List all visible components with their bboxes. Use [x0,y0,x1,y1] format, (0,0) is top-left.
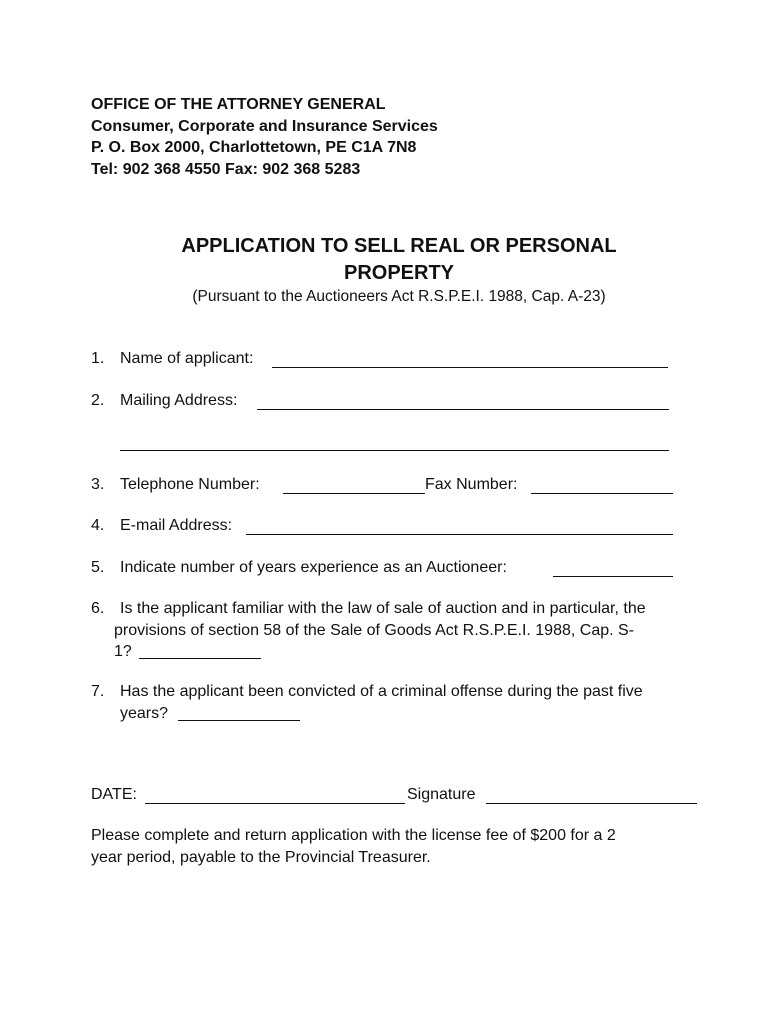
item-number: 4. [91,517,105,534]
mailing-address-label: Mailing Address: [120,392,238,409]
question-line: Is the applicant familiar with the law of sale of auction and in particular, the [120,600,646,617]
telephone-field[interactable] [283,493,425,494]
return-instructions [91,825,711,868]
sale-of-goods-answer-field[interactable] [139,658,261,659]
office-phone-fax: Tel: 902 368 4550 Fax: 902 368 5283 [91,160,361,178]
date-label: DATE: [91,786,137,803]
applicant-name-label: Name of applicant: [120,350,254,367]
question-line: Has the applicant been convicted of a criminal offense during the past five [120,683,643,700]
date-field[interactable] [145,803,405,804]
instructions-line: Please complete and return application with the license fee of $200 for a 2 [91,827,616,844]
item-number: 6. [91,600,105,617]
form-subtitle: (Pursuant to the Auctioneers Act R.S.P.E.I. 1988, Cap. A-23) [192,288,606,305]
signature-field[interactable] [486,803,697,804]
item-number: 5. [91,559,105,576]
form-title-line2: PROPERTY [343,262,455,284]
office-division: Consumer, Corporate and Insurance Services [91,117,438,135]
email-field[interactable] [246,534,673,535]
telephone-label: Telephone Number: [120,476,260,493]
office-header [91,94,438,180]
mailing-address-field-line1[interactable] [257,409,669,410]
question-line: 1? [114,643,132,660]
instructions-line: year period, payable to the Provincial Treasurer. [91,848,431,866]
criminal-offense-answer-field[interactable] [178,720,300,721]
signature-label: Signature [407,786,476,803]
form-title-line1: APPLICATION TO SELL REAL OR PERSONAL [181,235,617,257]
form-title [0,233,770,287]
office-address: P. O. Box 2000, Charlottetown, PE C1A 7N8 [91,139,417,156]
item-number: 2. [91,392,105,409]
office-name: OFFICE OF THE ATTORNEY GENERAL [91,96,386,113]
fax-field[interactable] [531,493,673,494]
item-number: 1. [91,350,105,367]
fax-label: Fax Number: [425,476,518,493]
question-line: provisions of section 58 of the Sale of Goods Act R.S.P.E.I. 1988, Cap. S- [114,621,634,639]
mailing-address-field-line2[interactable] [120,450,669,451]
experience-field[interactable] [553,576,673,577]
experience-label: Indicate number of years experience as an Auctioneer: [120,559,507,576]
applicant-name-field[interactable] [272,367,668,368]
question-line: years? [120,704,169,722]
item-number: 7. [91,683,105,700]
email-label: E-mail Address: [120,517,233,534]
item-number: 3. [91,476,105,493]
